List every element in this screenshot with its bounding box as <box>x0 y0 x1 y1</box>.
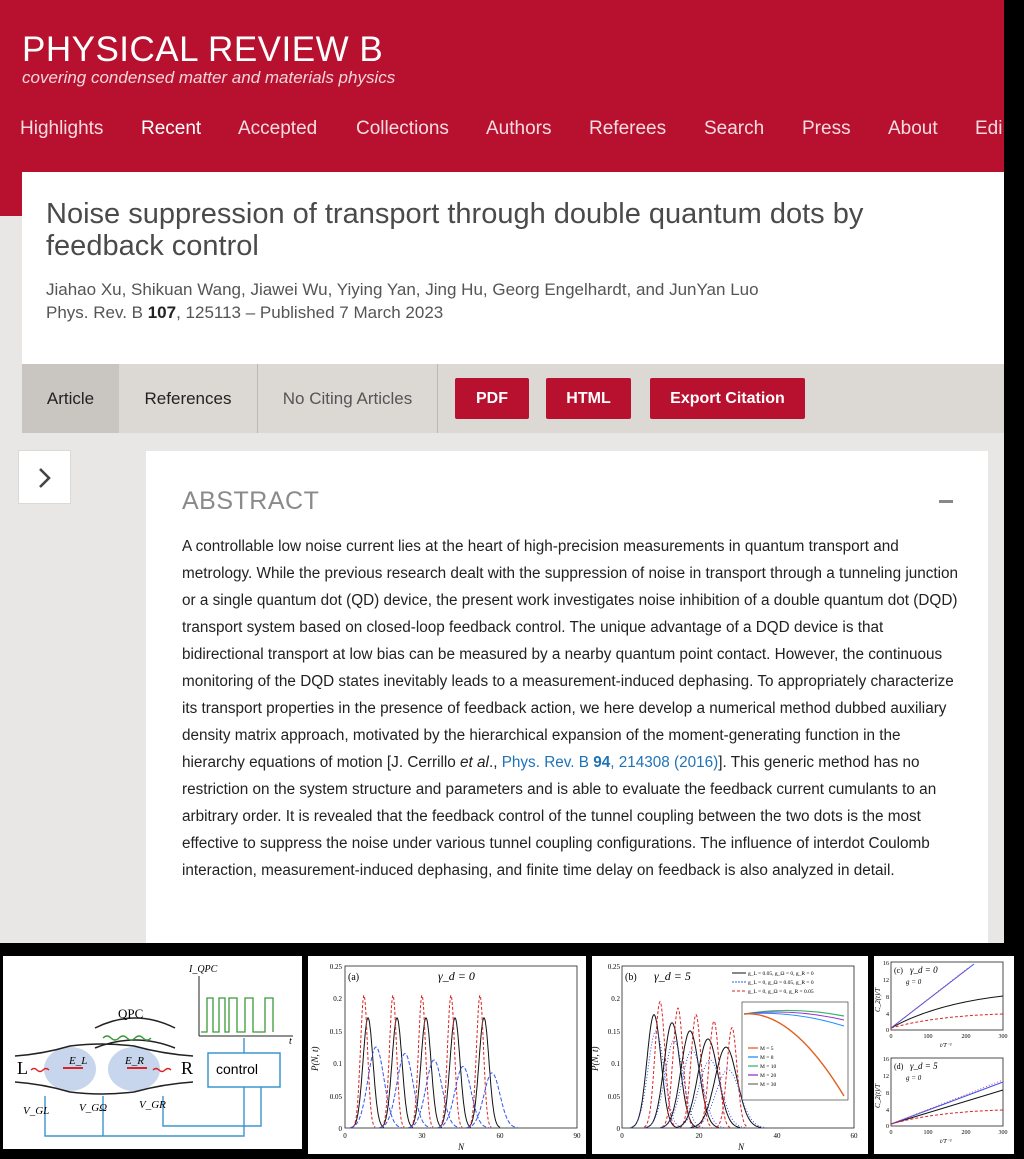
vgr-label: V_GR <box>139 1099 166 1111</box>
inset-legend-entry: M = 5 <box>760 1046 774 1052</box>
panel-b-ytick: 0.15 <box>607 1028 620 1036</box>
inset-legend-entry: M = 8 <box>760 1055 774 1061</box>
collapse-minus-icon[interactable] <box>939 500 953 503</box>
panel-b-xtick: 40 <box>773 1132 781 1140</box>
panel-d-xtick: 100 <box>923 1130 933 1136</box>
chevron-right-icon <box>36 466 54 490</box>
panel-a-ytick: 0.15 <box>329 1028 342 1036</box>
nav-press[interactable]: Press <box>802 118 851 139</box>
panel-d-xtick: 200 <box>961 1130 971 1136</box>
panel-b-legend <box>732 971 814 995</box>
panel-b-ytick: 0.05 <box>607 1093 620 1101</box>
panel-a <box>308 956 586 1154</box>
abstract-text-part1: A controllable low noise current lies at the heart of high-precision measurements in quantum transport and metrology. While the previous research dealt with the suppression of noise in transport through a tunneling junction or a single quantum dot (QD) device, the present work investigates noise inhibition of a double quantum dot (DQD) transport system based on closed-loop feedback control. The unique advantage of a DQD device is that bidirectional transport at low bias can be measured by a nearby quantum point contact. However, the continuous monitoring of the DQD states inevitably leads to a measurement-induced dephasing. To appropriately characterize its transport properties in the presence of feedback action, we here develop a numerical method dubbed auxiliary density matrix approach, motivated by the hierarchical expansion of the moment-generating function in the hierarchy equations of motion [J. Cerrillo <box>182 538 959 771</box>
panel-d-g: g = 0 <box>906 1074 922 1082</box>
dqd-schematic-panel <box>3 956 302 1149</box>
panel-b <box>592 956 868 1154</box>
panel-b-plot <box>592 956 868 1154</box>
panel-d-xtick: 0 <box>889 1130 893 1136</box>
right-lead-label: R <box>181 1058 194 1078</box>
nav-highlights[interactable]: Highlights <box>20 118 104 139</box>
figure-strip <box>0 943 1024 1156</box>
panel-b-gamma: γ_d = 5 <box>654 969 691 983</box>
export-citation-button[interactable]: Export Citation <box>650 378 805 419</box>
inset-legend-entry: M = 30 <box>760 1082 777 1088</box>
nav-editors[interactable]: Edi <box>975 118 1003 139</box>
citation-journal: Phys. Rev. B <box>46 303 148 322</box>
panel-a-curve <box>469 995 491 1127</box>
reference-journal: Phys. Rev. B <box>501 754 594 771</box>
panel-a-xlabel: N <box>458 1142 465 1152</box>
dqd-schematic <box>3 956 302 1149</box>
panel-c-ytick: 0 <box>886 1028 889 1034</box>
panel-a-xtick: 0 <box>343 1132 347 1140</box>
panel-b-label: (b) <box>625 972 637 983</box>
journal-tagline: covering condensed matter and materials physics <box>22 68 396 87</box>
panel-d-xlabel: t/T⁻¹ <box>940 1139 952 1145</box>
panel-a-xtick: 30 <box>418 1132 426 1140</box>
panel-d-ytick: 0 <box>886 1124 889 1130</box>
panel-c-gamma: γ_d = 0 <box>910 965 938 975</box>
panel-c-xtick: 300 <box>998 1034 1008 1040</box>
control-label: control <box>216 1061 259 1077</box>
reference-volume: 94 <box>593 754 611 771</box>
panel-b-xtick: 60 <box>850 1132 858 1140</box>
panel-d-ylabel: C_2(t)/T <box>874 1083 882 1108</box>
abstract-et-al: et al <box>460 754 489 771</box>
panel-b-curve <box>645 1041 703 1128</box>
iqpc-label: I_QPC <box>189 964 218 975</box>
time-axis-label: t <box>289 1036 292 1047</box>
panel-c-xtick: 100 <box>923 1034 933 1040</box>
panel-d-ytick: 12 <box>883 1074 889 1080</box>
inset-legend-entry: M = 10 <box>760 1064 777 1070</box>
citation-rest: , 125113 – Published 7 March 2023 <box>176 303 444 322</box>
panel-d-ytick: 8 <box>886 1091 889 1097</box>
nav-about[interactable]: About <box>888 118 938 139</box>
panel-b-ytick: 0 <box>616 1125 620 1133</box>
panel-d-label: (d) <box>894 1062 904 1071</box>
panel-c-xtick: 0 <box>889 1034 893 1040</box>
abstract-section <box>146 451 988 951</box>
main-nav <box>0 118 1004 148</box>
panel-b-ytick: 0.25 <box>607 963 620 971</box>
journal-name[interactable]: PHYSICAL REVIEW B <box>22 30 384 69</box>
el-label: E_L <box>69 1055 88 1067</box>
article-header-card <box>22 172 1004 364</box>
er-label: E_R <box>125 1055 144 1067</box>
left-lead-label: L <box>17 1058 28 1078</box>
abstract-text-part3: ]. This generic method has no restriction on the system structure and parameters and is able to evaluate the feedback current cumulants to an arbitrary order. It is revealed that the feedback control of the tunnel coupling between the two dots is the most effective to suppress the noise under various tunnel coupling configurations. The influence of interdot Coulomb interaction, measurement-induced dephasing, and finite time delay on feedback is also analyzed in detail. <box>182 754 937 879</box>
panel-cd <box>874 956 1014 1154</box>
panel-b-ytick: 0.2 <box>611 995 620 1003</box>
panel-c-ytick: 4 <box>886 1012 889 1018</box>
panel-c-g: g = 0 <box>906 978 922 986</box>
article-citation <box>46 303 443 323</box>
citation-volume: 107 <box>147 303 177 322</box>
panel-c-ylabel: C_2(t)/T <box>874 987 882 1012</box>
panel-a-ytick: 0 <box>338 1125 342 1133</box>
legend-entry: g_L = 0.05, g_Ω = 0, g_R = 0 <box>748 971 814 977</box>
legend-entry: g_L = 0, g_Ω = 0.05, g_R = 0 <box>748 980 814 986</box>
panel-d-xtick: 300 <box>998 1130 1008 1136</box>
panel-c-xlabel: t/T⁻¹ <box>940 1043 952 1049</box>
panel-c-ytick: 16 <box>883 961 889 967</box>
panel-c-xtick: 200 <box>961 1034 971 1040</box>
inset-legend-entry: M = 20 <box>760 1073 777 1079</box>
article-authors[interactable]: Jiahao Xu, Shikuan Wang, Jiawei Wu, Yiying Yan, Jing Hu, Georg Engelhardt, and JunYan Luo <box>46 280 759 299</box>
nav-recent[interactable]: Recent <box>141 118 202 139</box>
panel-a-plot <box>308 956 586 1154</box>
panel-a-ylabel: P(N, t) <box>310 1046 320 1071</box>
panel-a-label: (a) <box>348 972 360 983</box>
nav-authors[interactable]: Authors <box>486 118 552 139</box>
tab-citing-articles[interactable]: No Citing Articles <box>258 364 438 433</box>
panel-b-xtick: 20 <box>695 1132 703 1140</box>
panel-d-ytick: 4 <box>886 1108 889 1114</box>
html-button[interactable]: HTML <box>546 378 631 419</box>
panel-a-curves <box>350 995 517 1127</box>
panel-b-curve <box>644 1002 676 1128</box>
panel-d-ytick: 16 <box>883 1057 889 1063</box>
tab-article[interactable]: Article <box>22 364 119 433</box>
nav-referees[interactable]: Referees <box>589 118 667 139</box>
legend-entry: g_L = 0, g_Ω = 0, g_R = 0.05 <box>748 989 814 995</box>
reference-pages: , 214308 (2016) <box>610 754 719 771</box>
panel-b-xlabel: N <box>738 1142 745 1152</box>
nav-search[interactable]: Search <box>704 118 765 139</box>
panel-c-label: (c) <box>894 966 903 975</box>
panel-d-gamma: γ_d = 5 <box>910 1061 938 1071</box>
panel-c-ytick: 12 <box>883 978 889 984</box>
reference-link[interactable] <box>502 754 719 771</box>
panel-c-ytick: 8 <box>886 995 889 1001</box>
panel-cd-plot <box>874 956 1014 1154</box>
abstract-heading: ABSTRACT <box>182 487 320 515</box>
panel-a-xtick: 90 <box>573 1132 581 1140</box>
panel-a-ytick: 0.1 <box>333 1060 342 1068</box>
panel-b-xtick: 0 <box>620 1132 624 1140</box>
nav-collections[interactable]: Collections <box>356 118 449 139</box>
tab-references[interactable]: References <box>119 364 258 433</box>
vgc-label: V_GΩ <box>79 1102 108 1114</box>
pdf-button[interactable]: PDF <box>455 378 529 419</box>
panel-a-ytick: 0.05 <box>329 1093 342 1101</box>
panel-b-curve <box>660 1050 724 1127</box>
panel-b-ylabel: P(N, t) <box>590 1046 600 1071</box>
abstract-text <box>182 533 962 884</box>
panel-a-gamma: γ_d = 0 <box>438 969 475 983</box>
panel-a-ytick: 0.2 <box>333 995 342 1003</box>
panel-a-xtick: 60 <box>496 1132 504 1140</box>
panel-b-inset <box>742 1002 848 1100</box>
qpc-label: QPC <box>118 1006 144 1021</box>
panel-a-curve <box>353 995 375 1127</box>
sidebar-toggle-button[interactable] <box>18 450 71 504</box>
abstract-text-part2: ., <box>488 754 502 771</box>
article-title: Noise suppression of transport through double quantum dots by feedback control <box>46 198 864 262</box>
article-tabs <box>22 364 1004 433</box>
panel-b-ytick: 0.1 <box>611 1060 620 1068</box>
panel-a-ytick: 0.25 <box>329 963 342 971</box>
nav-accepted[interactable]: Accepted <box>238 118 318 139</box>
vgl-label: V_GL <box>23 1105 50 1117</box>
